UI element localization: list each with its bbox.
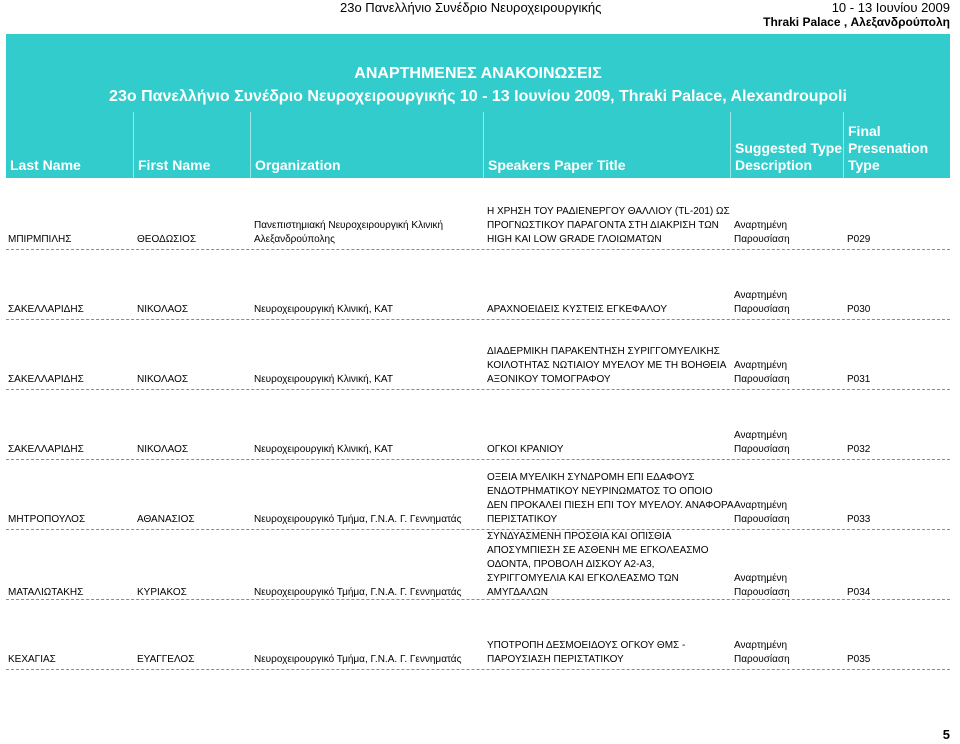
banner-title: ΑΝΑΡΤΗΜΕΝΕΣ ΑΝΑΚΟΙΝΩΣΕΙΣ <box>354 65 602 82</box>
suggested-type-line: Παρουσίαση <box>734 444 790 455</box>
paper-title-line: ΥΠΟΤΡΟΠΗ ΔΕΣΜΟΕΙΔΟΥΣ ΟΓΚΟΥ ΘΜΣ - <box>487 640 686 651</box>
cell-paper-title <box>483 320 730 389</box>
paper-title-line: ΔΙΑΔΕΡΜΙΚΗ ΠΑΡΑΚΕΝΤΗΣΗ ΣΥΡΙΓΓΟΜΥΕΛΙΚΗΣ <box>487 346 720 357</box>
organization-line: Πανεπιστημιακή Νευροχειρουργική Κλινική <box>254 220 444 231</box>
final-type-code: P030 <box>847 304 871 315</box>
table-row <box>6 460 950 530</box>
page-header-venue: Thraki Palace , Αλεξανδρούπολη <box>763 15 950 29</box>
paper-title-line: ΠΑΡΟΥΣΙΑΣΗ ΠΕΡΙΣΤΑΤΙΚΟΥ <box>487 654 624 665</box>
organization-line: Νευροχειρουργική Κλινική, ΚΑΤ <box>254 444 393 455</box>
cell-organization <box>250 320 483 389</box>
suggested-type-line: Αναρτημένη <box>734 360 788 371</box>
paper-title-line: Η ΧΡΗΣΗ ΤΟΥ ΡΑΔΙΕΝΕΡΓΟΥ ΘΑΛΛΙΟΥ (TL-201) ΩΣ <box>487 206 730 217</box>
cell-final-type <box>843 530 950 602</box>
organization-line: Νευροχειρουργικό Τμήμα, Γ.Ν.Α. Γ. Γεννηματάς <box>254 587 462 598</box>
cell-first-name <box>133 600 250 669</box>
banner <box>6 34 950 178</box>
cell-last-name <box>6 250 133 319</box>
suggested-type-line: Αναρτημένη <box>734 430 788 441</box>
last-name-text: ΜΗΤΡΟΠΟΥΛΟΣ <box>8 514 86 525</box>
paper-title-line: ΑΞΟΝΙΚΟΥ ΤΟΜΟΓΡΑΦΟΥ <box>487 374 611 385</box>
column-header-label: Last Name <box>10 157 81 173</box>
cell-first-name <box>133 530 250 602</box>
paper-title-line: ΣΥΡΙΓΓΟΜΥΕΛΙΑ ΚΑΙ ΕΓΚΟΛΕΑΣΜΟ ΤΩΝ <box>487 573 679 584</box>
cell-final-type <box>843 600 950 669</box>
column-header-label: Suggested Type <box>735 140 843 156</box>
first-name-text: ΝΙΚΟΛΑΟΣ <box>137 374 189 385</box>
paper-title-line: ΔΕΝ ΠΡΟΚΑΛΕΙ ΠΙΕΣΗ ΕΠΙ ΤΟΥ ΜΥΕΛΟΥ. ΑΝΑΦΟΡΑ <box>487 500 734 511</box>
suggested-type-line: Αναρτημένη <box>734 640 788 651</box>
cell-organization <box>250 460 483 529</box>
column-header-label: Organization <box>255 157 341 173</box>
paper-title-line: ΚΟΙΛΟΤΗΤΑΣ ΝΩΤΙΑΙΟΥ ΜΥΕΛΟΥ ΜΕ ΤΗ ΒΟΗΘΕΙΑ <box>487 360 727 371</box>
cell-first-name <box>133 250 250 319</box>
paper-title-line: ΑΡΑΧΝΟΕΙΔΕΙΣ ΚΥΣΤΕΙΣ ΕΓΚΕΦΑΛΟΥ <box>487 304 667 315</box>
first-name-text: ΑΘΑΝΑΣΙΟΣ <box>137 514 195 525</box>
suggested-type-line: Παρουσίαση <box>734 587 790 598</box>
table-row <box>6 530 950 600</box>
paper-title-line: ΑΠΟΣΥΜΠΙΕΣΗ ΣΕ ΑΣΘΕΝΗ ΜΕ ΕΓΚΟΛΕΑΣΜΟ <box>487 545 709 556</box>
cell-first-name <box>133 390 250 459</box>
banner-subtitle: 23ο Πανελλήνιο Συνέδριο Νευροχειρουργικής 10 - 13 Ιουνίου 2009, Thraki Palace, Alexandroupoli <box>109 88 847 105</box>
cell-first-name <box>133 180 250 249</box>
column-header-label: First Name <box>138 157 211 173</box>
last-name-text: ΜΑΤΑΛΙΩΤΑΚΗΣ <box>8 587 84 598</box>
cell-paper-title <box>483 250 730 319</box>
last-name-text: ΣΑΚΕΛΛΑΡΙΔΗΣ <box>8 444 84 455</box>
table-row <box>6 390 950 460</box>
last-name-text: ΣΑΚΕΛΛΑΡΙΔΗΣ <box>8 304 84 315</box>
cell-suggested-type <box>730 460 843 529</box>
column-header-label: Speakers Paper Title <box>488 157 626 173</box>
final-type-code: P035 <box>847 654 871 665</box>
cell-organization <box>250 180 483 249</box>
column-header-row <box>6 112 950 178</box>
cell-suggested-type <box>730 600 843 669</box>
cell-final-type <box>843 460 950 529</box>
cell-last-name <box>6 600 133 669</box>
paper-title-line: ΟΓΚΟΙ ΚΡΑΝΙΟΥ <box>487 444 564 455</box>
suggested-type-line: Αναρτημένη <box>734 290 788 301</box>
suggested-type-line: Αναρτημένη <box>734 220 788 231</box>
cell-last-name <box>6 180 133 249</box>
organization-line: Νευροχειρουργικό Τμήμα, Γ.Ν.Α. Γ. Γεννηματάς <box>254 514 462 525</box>
cell-suggested-type <box>730 320 843 389</box>
cell-paper-title <box>483 600 730 669</box>
column-header-label: Final <box>848 123 881 139</box>
last-name-text: ΚΕΧΑΓΙΑΣ <box>8 654 56 665</box>
cell-first-name <box>133 320 250 389</box>
paper-title-line: ΠΕΡΙΣΤΑΤΙΚΟΥ <box>487 514 558 525</box>
suggested-type-line: Παρουσίαση <box>734 234 790 245</box>
first-name-text: ΕΥΑΓΓΕΛΟΣ <box>137 654 195 665</box>
paper-title-line: ΣΥΝΔΥΑΣΜΕΝΗ ΠΡΟΣΘΙΑ ΚΑΙ ΟΠΙΣΘΙΑ <box>487 531 672 542</box>
column-header-final-type <box>843 112 950 178</box>
cell-last-name <box>6 320 133 389</box>
paper-title-line: ΟΔΟΝΤΑ, ΠΡΟΒΟΛΗ ΔΙΣΚΟΥ Α2-Α3, <box>487 559 655 570</box>
final-type-code: P029 <box>847 234 871 245</box>
cell-last-name <box>6 530 133 602</box>
first-name-text: ΝΙΚΟΛΑΟΣ <box>137 444 189 455</box>
column-header-organization <box>250 112 483 178</box>
suggested-type-line: Παρουσίαση <box>734 514 790 525</box>
column-header-label: Type <box>848 157 880 173</box>
column-header-last-name <box>6 112 133 178</box>
paper-title-line: ΠΡΟΓΝΩΣΤΙΚΟΥ ΠΑΡΑΓΟΝΤΑ ΣΤΗ ΔΙΑΚΡΙΣΗ ΤΩΝ <box>487 220 719 231</box>
cell-final-type <box>843 250 950 319</box>
page-header-conference: 23ο Πανελλήνιο Συνέδριο Νευροχειρουργικής <box>340 0 602 15</box>
final-type-code: P033 <box>847 514 871 525</box>
paper-title-line: HIGH ΚΑΙ LOW GRADE ΓΛΟΙΩΜΑΤΩΝ <box>487 234 662 245</box>
cell-first-name <box>133 460 250 529</box>
first-name-text: ΚΥΡΙΑΚΟΣ <box>137 587 187 598</box>
page-header-dates: 10 - 13 Ιουνίου 2009 <box>831 0 950 15</box>
cell-suggested-type <box>730 390 843 459</box>
column-header-first-name <box>133 112 250 178</box>
last-name-text: ΣΑΚΕΛΛΑΡΙΔΗΣ <box>8 374 84 385</box>
final-type-code: P031 <box>847 374 871 385</box>
column-header-paper-title <box>483 112 730 178</box>
cell-suggested-type <box>730 530 843 602</box>
paper-title-line: ΟΞΕΙΑ ΜΥΕΛΙΚΗ ΣΥΝΔΡΟΜΗ ΕΠΙ ΕΔΑΦΟΥΣ <box>487 472 695 483</box>
first-name-text: ΝΙΚΟΛΑΟΣ <box>137 304 189 315</box>
cell-suggested-type <box>730 180 843 249</box>
cell-final-type <box>843 320 950 389</box>
suggested-type-line: Παρουσίαση <box>734 304 790 315</box>
cell-paper-title <box>483 530 730 602</box>
column-header-label: Presenation <box>848 140 929 156</box>
posters-table <box>6 180 950 670</box>
cell-suggested-type <box>730 250 843 319</box>
cell-paper-title <box>483 180 730 249</box>
cell-last-name <box>6 460 133 529</box>
suggested-type-line: Αναρτημένη <box>734 500 788 511</box>
organization-line: Νευροχειρουργικό Τμήμα, Γ.Ν.Α. Γ. Γεννηματάς <box>254 654 462 665</box>
page-number: 5 <box>942 727 950 742</box>
cell-organization <box>250 530 483 602</box>
last-name-text: ΜΠΙΡΜΠΙΛΗΣ <box>8 234 72 245</box>
cell-final-type <box>843 390 950 459</box>
suggested-type-line: Αναρτημένη <box>734 573 788 584</box>
column-header-suggested-type <box>730 112 843 178</box>
column-header-label: Description <box>735 157 813 173</box>
final-type-code: P034 <box>847 587 871 598</box>
organization-line: Νευροχειρουργική Κλινική, ΚΑΤ <box>254 304 393 315</box>
organization-line: Αλεξανδρούπολης <box>254 234 335 245</box>
table-row <box>6 600 950 670</box>
table-row <box>6 180 950 250</box>
organization-line: Νευροχειρουργική Κλινική, ΚΑΤ <box>254 374 393 385</box>
cell-organization <box>250 250 483 319</box>
paper-title-line: ΕΝΔΟΤΡΗΜΑΤΙΚΟΥ ΝΕΥΡΙΝΩΜΑΤΟΣ ΤΟ ΟΠΟΙΟ <box>487 486 713 497</box>
cell-paper-title <box>483 460 734 529</box>
first-name-text: ΘΕΟΔΩΣΙΟΣ <box>137 234 197 245</box>
paper-title-line: ΑΜΥΓΔΑΛΩΝ <box>487 587 548 598</box>
final-type-code: P032 <box>847 444 871 455</box>
cell-final-type <box>843 180 950 249</box>
suggested-type-line: Παρουσίαση <box>734 654 790 665</box>
cell-organization <box>250 600 483 669</box>
cell-last-name <box>6 390 133 459</box>
cell-organization <box>250 390 483 459</box>
table-row <box>6 320 950 390</box>
cell-paper-title <box>483 390 730 459</box>
suggested-type-line: Παρουσίαση <box>734 374 790 385</box>
table-row <box>6 250 950 320</box>
